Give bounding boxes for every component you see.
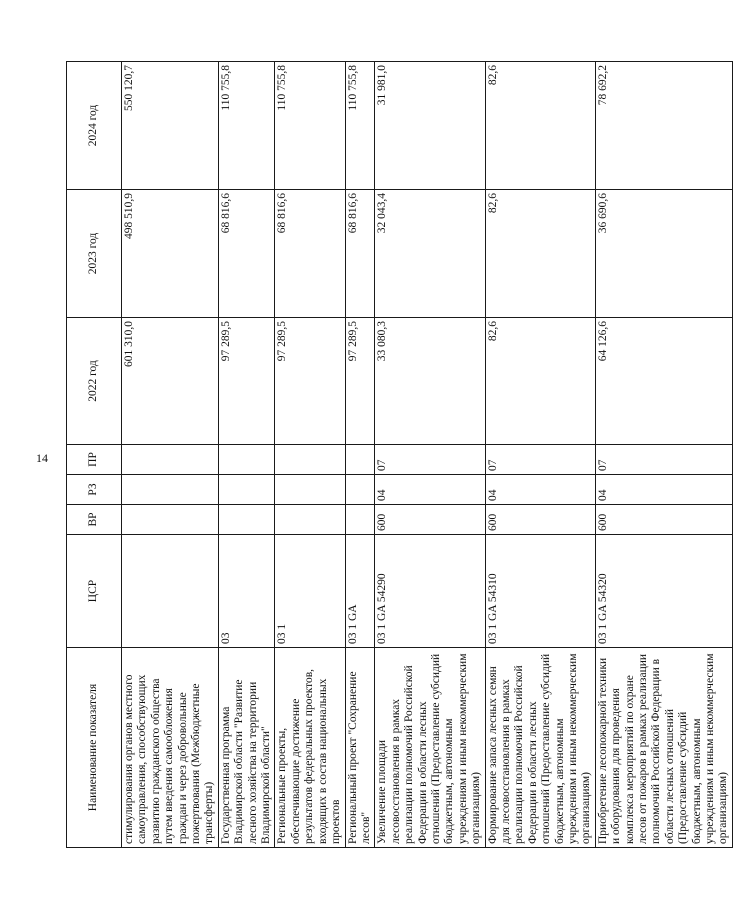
cell-2023: 498 510,9 <box>122 190 219 318</box>
col-header-pr: ПР <box>67 445 122 475</box>
cell-name: Приобретение лесопожарной техники и оборудования для проведения комплекса мероприятий по охране лесов от пожаров в рамках реализации полномочий Российской Федерации в области лесных отношений (Предоставление субсидий бюджетным, автономным учреждениям и иным некоммерческим организациям) <box>595 648 732 848</box>
col-header-2022: 2022 год <box>67 318 122 445</box>
cell-name: Формирование запаса лесных семян для лесовосстановления в рамках реализации полномочий Российской Федерации в области лесных отношений (Предоставление субсидий бюджетным, автономным учреждениям и иным некоммерческим организациям) <box>485 648 595 848</box>
cell-rz: 04 <box>485 475 595 505</box>
cell-name: Региональные проекты, обеспечивающие достижение результатов федеральных проектов, входящих в состав национальных проектов <box>275 648 345 848</box>
cell-rz <box>275 475 345 505</box>
table-row <box>485 62 595 848</box>
cell-2024: 31 981,0 <box>375 62 485 190</box>
table-header-row <box>67 62 122 848</box>
cell-name: стимулирования органов местного самоуправления, способствующих развитию гражданского общества путем введения самообложения граждан и через добровольные пожертвования (Межбюджетные трансферты) <box>122 648 219 848</box>
cell-name: Увеличение площади лесовосстановления в рамках реализации полномочий Российской Федерации в области лесных отношений (Предоставление субсидий бюджетным, автономным учреждениям и иным некоммерческим организациям) <box>375 648 485 848</box>
cell-pr: 07 <box>485 445 595 475</box>
col-header-2023: 2023 год <box>67 190 122 318</box>
col-header-name: Наименование показателя <box>67 648 122 848</box>
budget-table-rotated <box>66 62 730 848</box>
cell-pr: 07 <box>375 445 485 475</box>
cell-2022: 33 080,3 <box>375 318 485 445</box>
cell-csr: 03 <box>218 535 275 648</box>
cell-2023: 68 816,6 <box>218 190 275 318</box>
col-header-csr: ЦСР <box>67 535 122 648</box>
cell-2023: 32 043,4 <box>375 190 485 318</box>
cell-vr: 600 <box>375 505 485 535</box>
cell-2023: 82,6 <box>485 190 595 318</box>
cell-2022: 97 289,5 <box>275 318 345 445</box>
cell-rz: 04 <box>375 475 485 505</box>
cell-pr <box>345 445 375 475</box>
cell-2022: 601 310,0 <box>122 318 219 445</box>
table-row <box>345 62 375 848</box>
cell-csr: 03 1 GA 54320 <box>595 535 732 648</box>
cell-vr <box>122 505 219 535</box>
cell-csr <box>122 535 219 648</box>
col-header-2024: 2024 год <box>67 62 122 190</box>
cell-2024: 110 755,8 <box>345 62 375 190</box>
cell-vr <box>218 505 275 535</box>
budget-table <box>66 61 733 848</box>
cell-csr: 03 1 GA 54290 <box>375 535 485 648</box>
col-header-rz: РЗ <box>67 475 122 505</box>
cell-2022: 64 126,6 <box>595 318 732 445</box>
cell-2024: 110 755,8 <box>218 62 275 190</box>
cell-2022: 97 289,5 <box>345 318 375 445</box>
cell-2024: 110 755,8 <box>275 62 345 190</box>
cell-csr: 03 1 <box>275 535 345 648</box>
page-number: 14 <box>36 451 48 465</box>
cell-name: Региональный проект "Сохранение лесов" <box>345 648 375 848</box>
cell-2023: 68 816,6 <box>275 190 345 318</box>
cell-2022: 82,6 <box>485 318 595 445</box>
cell-vr <box>275 505 345 535</box>
cell-csr: 03 1 GA 54310 <box>485 535 595 648</box>
col-header-vr: ВР <box>67 505 122 535</box>
cell-rz: 04 <box>595 475 732 505</box>
cell-2024: 78 692,2 <box>595 62 732 190</box>
cell-pr <box>122 445 219 475</box>
cell-vr: 600 <box>485 505 595 535</box>
cell-rz <box>218 475 275 505</box>
cell-rz <box>345 475 375 505</box>
cell-2024: 82,6 <box>485 62 595 190</box>
table-row <box>218 62 275 848</box>
cell-2022: 97 289,5 <box>218 318 275 445</box>
table-row <box>375 62 485 848</box>
cell-name: Государственная программа Владимирской области "Развитие лесного хозяйства на территории Владимирской области" <box>218 648 275 848</box>
cell-vr <box>345 505 375 535</box>
table-row <box>275 62 345 848</box>
cell-2023: 36 690,6 <box>595 190 732 318</box>
cell-csr: 03 1 GA <box>345 535 375 648</box>
table-row <box>595 62 732 848</box>
cell-pr <box>275 445 345 475</box>
cell-2024: 550 120,7 <box>122 62 219 190</box>
cell-vr: 600 <box>595 505 732 535</box>
cell-pr: 07 <box>595 445 732 475</box>
table-row <box>122 62 219 848</box>
cell-2023: 68 816,6 <box>345 190 375 318</box>
cell-rz <box>122 475 219 505</box>
cell-pr <box>218 445 275 475</box>
